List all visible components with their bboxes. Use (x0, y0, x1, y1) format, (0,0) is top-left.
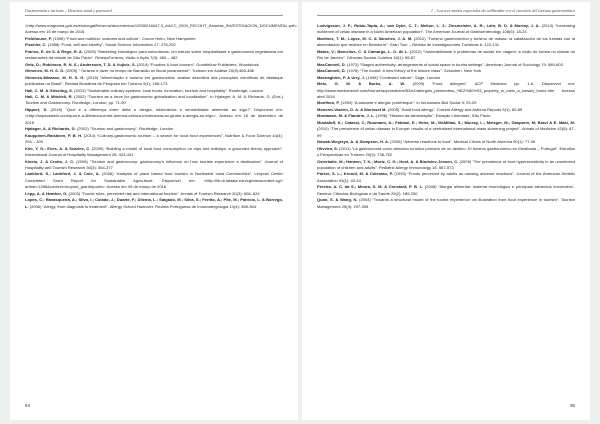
reference-authors: Getz, D.; Robinson, R. N. S.; Andersson, T. D. & Vujicic, S. (25, 61, 136, 67)
reference-text: (2008) “Alergia alimentar: sistema imunológico e principais alimentos envolvidos”. Semina: Ciências Biológicas e da Saúde 29(2): 189-200 (317, 184, 576, 196)
reference-text: (2015) “Quel é a diferença entre dieta e alergia, intolerância e sensibilidade alimentar ao trigo?” Disponível em: <http://sapocastelo.com/qual-e-a-diferenca-entre-doenca-celiaca-intolerancia-ao-gluten-e-alergia-ao-trigo>. Acesso em 16 de dezembro de 2015 (25, 106, 283, 125)
reference-authors: Macnaghten, P. & Urry, J. (317, 74, 365, 80)
reference-authors: Kim, Y. G.; Eves, A. & Scarles, C. (25, 145, 91, 151)
reference-entry (317, 120, 575, 139)
reference-text: <http://www.magrama.gob.es/es/megaf/ficheros/documentos/12939216047.3_AACC_2009_FECOHT_Asturias_INVESTIGACION_DOCUMENTAL.pdf>. Acesso em 15 de março de 2016 (25, 23, 298, 35)
reference-text: (2005) “Marketing estratégico para subculturas: um estudo sobre hospitalidade e gastronomia vegetariana em restaurantes da cidade de São Paulo”. RevistaTurismo, Visão e Ação 7(3): 469 – 482 (25, 48, 284, 61)
reference-authors: Moneret-Vautrin, D. A. & Morisset M. (317, 106, 387, 112)
reference-text: (2012) “Turismo gastronómico y turismo de masas: la catalización de los turistas con la alimentación que reciben en Benidorm”. Gran Tour – Revista de Investigaciones Turísticas 6: 122-141 (317, 35, 575, 48)
reference-authors: MacCannell, D. (317, 61, 346, 67)
reference-authors: Kauppinen-Räisänen, P. B. H. (25, 132, 83, 138)
reference-text: (2012) “Vulnerabilidade e problemas de saúde em viagem: a visão do turista no cidade do Rio de Janeiro”. Ciências Sociais Coletiva 18(1): 65-87 (317, 48, 575, 61)
reference-text: (2006) “Analysis of place based food tourism in Northwest Iowa Communities”. Leopold Center Completed Grant Report for Sustainable Agriculture. Disponível em: <http://lib.dr.iastate.edu/cgi/viewcontent.cgi?article=1288&context=leopold_grantreports>. Acesso em 09 de março de 2016 (25, 171, 283, 190)
page-number-right: 95 (570, 403, 575, 408)
reference-text: (1994) “A autoarte e alergia: protérbique”. In Imunossüs Biol Social 9: 25-29 (339, 100, 477, 106)
reference-authors: Parker, S. L.; Krondl, M. & Coleman, P. (317, 171, 393, 177)
reference-entry (25, 107, 283, 126)
reference-authors: Pereira, A. C. da S.; Moura, S. M. & Constant, P. B. L. (317, 184, 424, 190)
reference-text: (2013) “Increasing incidence of celiac disease in a North American population”. The American Journal of Gastroenterology 108(5): 18-24 (317, 23, 575, 35)
reference-entry (25, 171, 283, 190)
reference-authors: Montanari, M. & Flandrin, J. L. (317, 113, 375, 119)
reference-text: (2009) “Food allergies”. ACP Medicine pp. 1-6. Disponível em: http://www.medicinenet.com/bronze/acpmedicine/53/e1/allergies_plementres_%E2%80%93_property_m_metz_a_wesley_burks.htm Acesso abril 2016 (317, 81, 575, 99)
reference-entry (317, 146, 575, 159)
reference-authors: Quan, S. & Wang, N. (317, 197, 358, 203)
left-page (10, 2, 298, 420)
reference-authors: Gimenes, M. H. S. G. (25, 68, 65, 74)
reference-entry (317, 171, 575, 184)
reference-authors: Gimenes-Minasse, M. H. S. G. (25, 74, 85, 80)
reference-text: (2009) “Building a model of local food consumption on trips and holidays: a grounded theory approach”. International Journal of Hospitality Management 28: 423-431 (25, 145, 284, 158)
reference-authors: Lankford, S.; Lankford, J. & Cole, A. (25, 171, 100, 177)
reference-entry (25, 197, 283, 210)
reference-text: (1988) “Food, self and identity”. Social Science Information 27: 275-292 (46, 42, 176, 48)
reference-entry (25, 94, 283, 107)
reference-authors: Franco, E. de S. & Rego, R. A. (25, 48, 83, 54)
reference-entry (25, 23, 298, 36)
reference-authors: Monfhon, P. (317, 100, 340, 106)
reference-entry (317, 49, 575, 62)
reference-entry (25, 133, 283, 146)
reference-authors: Hippert, S. (25, 106, 48, 112)
page-number-left: 94 (25, 403, 30, 408)
reference-authors: Ludvigsson, J. F.; Rubio-Tapia, A.; van Dyke, C. T.; Melton, L. J.; Zinsmeister, A. R.; Lahr, B. D. & Murray, J. A. (317, 23, 540, 28)
reference-entry (317, 197, 575, 210)
reference-authors: Fieldhouse, P. (25, 35, 52, 41)
reference-list-right (317, 23, 575, 210)
reference-entry (317, 159, 575, 172)
reference-text: (1998) “Contested nature”. Sage, London (364, 74, 441, 80)
reference-text: (2002) “Tourism as a force for gastronomic globalization and localization”. In Hjalager, A. M. & Richards, G. (Eds.) Tourism and Gastronomy. Routledge, London, pp. 71-90 (25, 93, 283, 106)
reference-entry (317, 184, 575, 197)
reference-text: (2003) “Tourist roles, perceived risk and international tourism”. Annals of Tourism Research 30(3): 606–624 (67, 190, 260, 196)
reference-authors: Hall, C. M. & Gössling, S. (25, 87, 73, 93)
running-head-left: Gastronomia e turismo – Destinos atual y potencial (25, 8, 283, 16)
reference-authors: Martinez, T. M.; López, M. C. & Sánchez, J. A. M. (317, 35, 413, 41)
reference-entry (25, 159, 283, 172)
reference-text: (1996) “Food and nutrition: customs and culture”. Croom Helm, New Hampshire (51, 35, 196, 41)
reference-authors: Metz, G. M. & Burks, A. W. (317, 81, 406, 87)
reference-authors: Oliveira, S. (317, 145, 338, 151)
reference-entry (25, 49, 283, 62)
reference-authors: Lopes, C.; Ravasqueira, A.; Silva, I.; Coiado, J.; Duarte, F.; Dilema, L.; Salgado, M.; Silva, S.; Ferrão, A.; Pité, M.; Patrício, L. & Borrego, L. (25, 197, 283, 209)
reference-authors: Kivela, J. & Crotts, J. C. (25, 158, 75, 164)
reference-authors: Hjalager, A. & Richards, G. (25, 126, 76, 132)
reference-entry (317, 81, 575, 100)
reference-authors: Lepp, A. & Heather, G. (25, 190, 68, 196)
reference-text: (1973) “Staged authenticity: arrangements of social space in tourist settings”. American Journal of Sociology 79: 589-603 (345, 61, 563, 67)
reference-text: (2015) “Alimentação e turismo em gastronomia: análise descritiva das produções científicas de destaque publicadas no Brasil”. Revista Brasileira de Pesquisa em Turismo 9(1): 156-173 (25, 74, 283, 87)
reference-text: (1976) “The tourist: a new theory of the leisure class”. Schocken, New York (345, 68, 481, 74)
reference-text: (2009) “ Turismo e lazer no tempo de Barracão no litoral paranaense”. Turismo em Análise 20(3):465-486 (64, 68, 254, 74)
reference-entry (25, 75, 283, 88)
reference-text: (2004) “Towards a structural model of the tourist experience: an illustration from food experience in tourism”. Tourism Management 25(3): 297-305 (317, 197, 575, 209)
reference-authors: MacCannell, D. (317, 68, 346, 74)
reference-text: (2005) “Adult food allergy”. Current Allergy and Asthma Reports 5(1): 80-85 (386, 106, 523, 112)
reference-text: (2002) “Tourism and gastronomy”. Routledge, London (75, 126, 174, 132)
reference-authors: Mustafoff, K.; Catassi, C; Ruumann, A.; Fabiani, E.; Heier, M.; McMillan, S.; Murray, L.; Metzger, M.; Gasparin, M; Bravi & E. Maki, M. (317, 119, 575, 125)
reference-authors: Fischler, C. (25, 42, 47, 48)
reference-entry (317, 36, 575, 49)
reference-text: (2010) “The prevalence of celiac disease in Europe: results of a centralized international mass screening project”. Annals of Medicine 42(8): 87-99 (317, 126, 575, 138)
reference-text: (2006) “Adverse reactions to food”. Medical Clinics of North America 90(1): 77-95 (389, 139, 536, 145)
reference-authors: Matos, V.; Barcellos, C. & Camargo, L. O. de L. (317, 48, 409, 54)
reference-entry (317, 23, 575, 36)
reference-list-left (25, 23, 298, 210)
reference-entry (25, 146, 283, 159)
running-head-right: 1 – Los tres menús especiales do calibrador cor el encontro del turismo gastronómico (317, 8, 575, 16)
reference-text: (2014) “Culinary-gastronomic tourism – a search for local food experiences”. Nutrition & Food Science 44(4): 294 – 309 (25, 132, 283, 145)
right-page (302, 2, 590, 420)
reference-text: (2006) “Tourism and gastronomy: gastronomy’s influence on how tourists experience a destination”. Journal of Hospitality and Tourism Research 30(3): 354-377 (25, 158, 283, 170)
reference-authors: Nowak-Wegrzyn, A. & Sampson, H. A. (317, 139, 390, 145)
reference-authors: Hall, C. M. & Mitchell, R. (25, 93, 73, 99)
reference-text: (2006) “Alergy, from diagnosis to treatment”. Allergy School Hamover, Revista Portuguesa de Imunoalergologia 14(4): 355-364 (28, 203, 256, 209)
reference-authors: Osterballe, M.; Hansen, T. K.; Mortz, C. G.; Host, A. & Bindslev-Jensen, C. (317, 158, 459, 164)
reference-text: (1993) “Foods perceived by adults as causing adverse reactions”. Journal of the American Dietetic Association 93(1): 40-44 (317, 171, 575, 183)
reference-text: (2013) “Sustainable culinary systems: local foods, innovation, tourism and hospitality”. Routledge, London (72, 87, 263, 93)
reference-text: (2014) “Foodies & food tourism”. Goodfellow Publishers, Woodstock (135, 61, 259, 67)
reference-text: (2005) “The prevalence of food hypersensitivity in an unselected population of children and adults”. Pediatric Allergy Immunology 16: 567-573 (317, 158, 575, 170)
reference-text: (1998) “História da alimentação”. Estação Liberdade, São Paulo (374, 113, 491, 119)
reference-text: (2011) “La gastronomía como atractivo turístico primario de un destino. El turismo gastronómico en Mealhada – Portugal”. Estudios y Perspectivas en Turismo 20(3): 738-752 (317, 145, 575, 158)
